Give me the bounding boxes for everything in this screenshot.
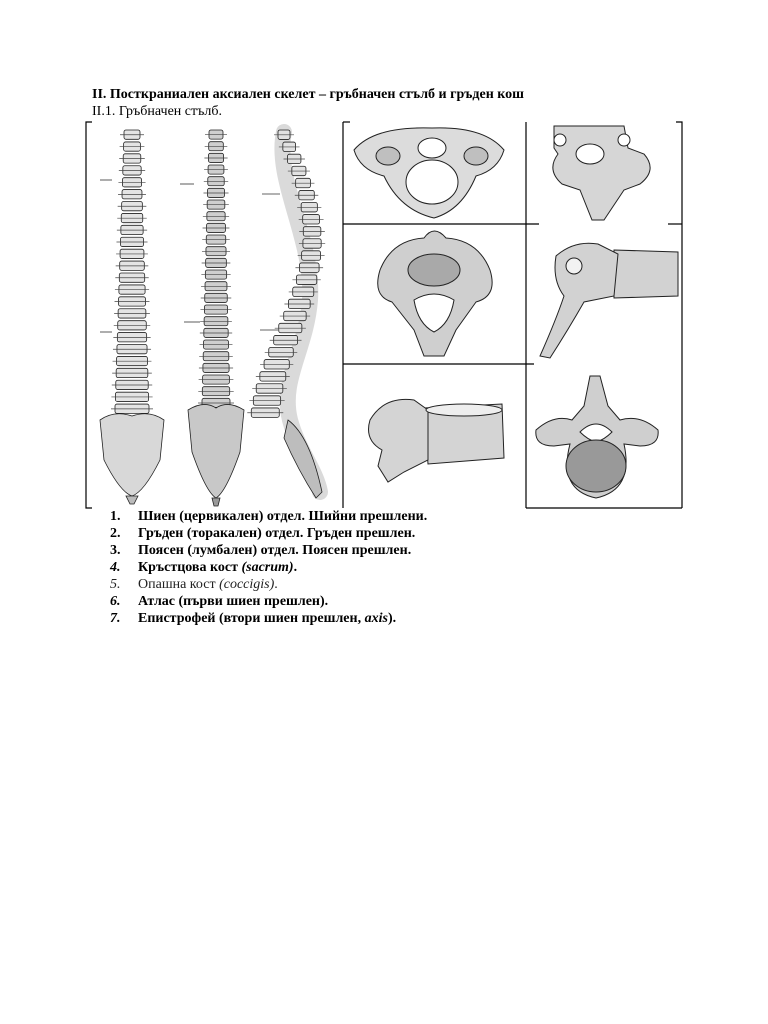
legend-item-1: 1. Шиен (цервикален) отдел. Шийни прешлени.	[110, 509, 428, 524]
legend-item-2: 2. Гръден (торакален) отдел. Гръден прешлен.	[110, 526, 416, 541]
axis-vertebra-drawing	[553, 126, 650, 220]
vertebral-column-figure	[84, 120, 684, 510]
spine-lateral-drawing	[247, 130, 325, 498]
legend-item-7: 7. Епистрофей (втори шиен прешлен, axis).	[110, 611, 397, 626]
legend-list	[110, 508, 427, 627]
legend-item-6: 6. Атлас (първи шиен прешлен).	[110, 594, 329, 609]
legend-item-4: 4. Кръстцова кост (sacrum).	[110, 560, 298, 575]
cervical-vertebra-drawing	[378, 231, 492, 356]
thoracic-vertebra-drawing	[540, 243, 678, 358]
legend-item-3: 3. Поясен (лумбален) отдел. Поясен прешлен.	[110, 543, 412, 558]
atlas-vertebra-drawing	[354, 128, 504, 218]
page-title: II. Посткраниален аксиален скелет – гръбначен стълб и гръден кош	[92, 87, 524, 102]
spine-anterior-drawing	[100, 130, 164, 504]
lumbar-superior-drawing	[536, 376, 658, 498]
spine-posterior-drawing	[188, 130, 244, 506]
lumbar-lateral-drawing	[369, 399, 505, 482]
section-subtitle: II.1. Гръбначен стълб.	[92, 104, 222, 119]
legend-item-5: 5. Опашна кост (coccigis).	[110, 577, 278, 592]
figure-svg	[84, 120, 684, 510]
